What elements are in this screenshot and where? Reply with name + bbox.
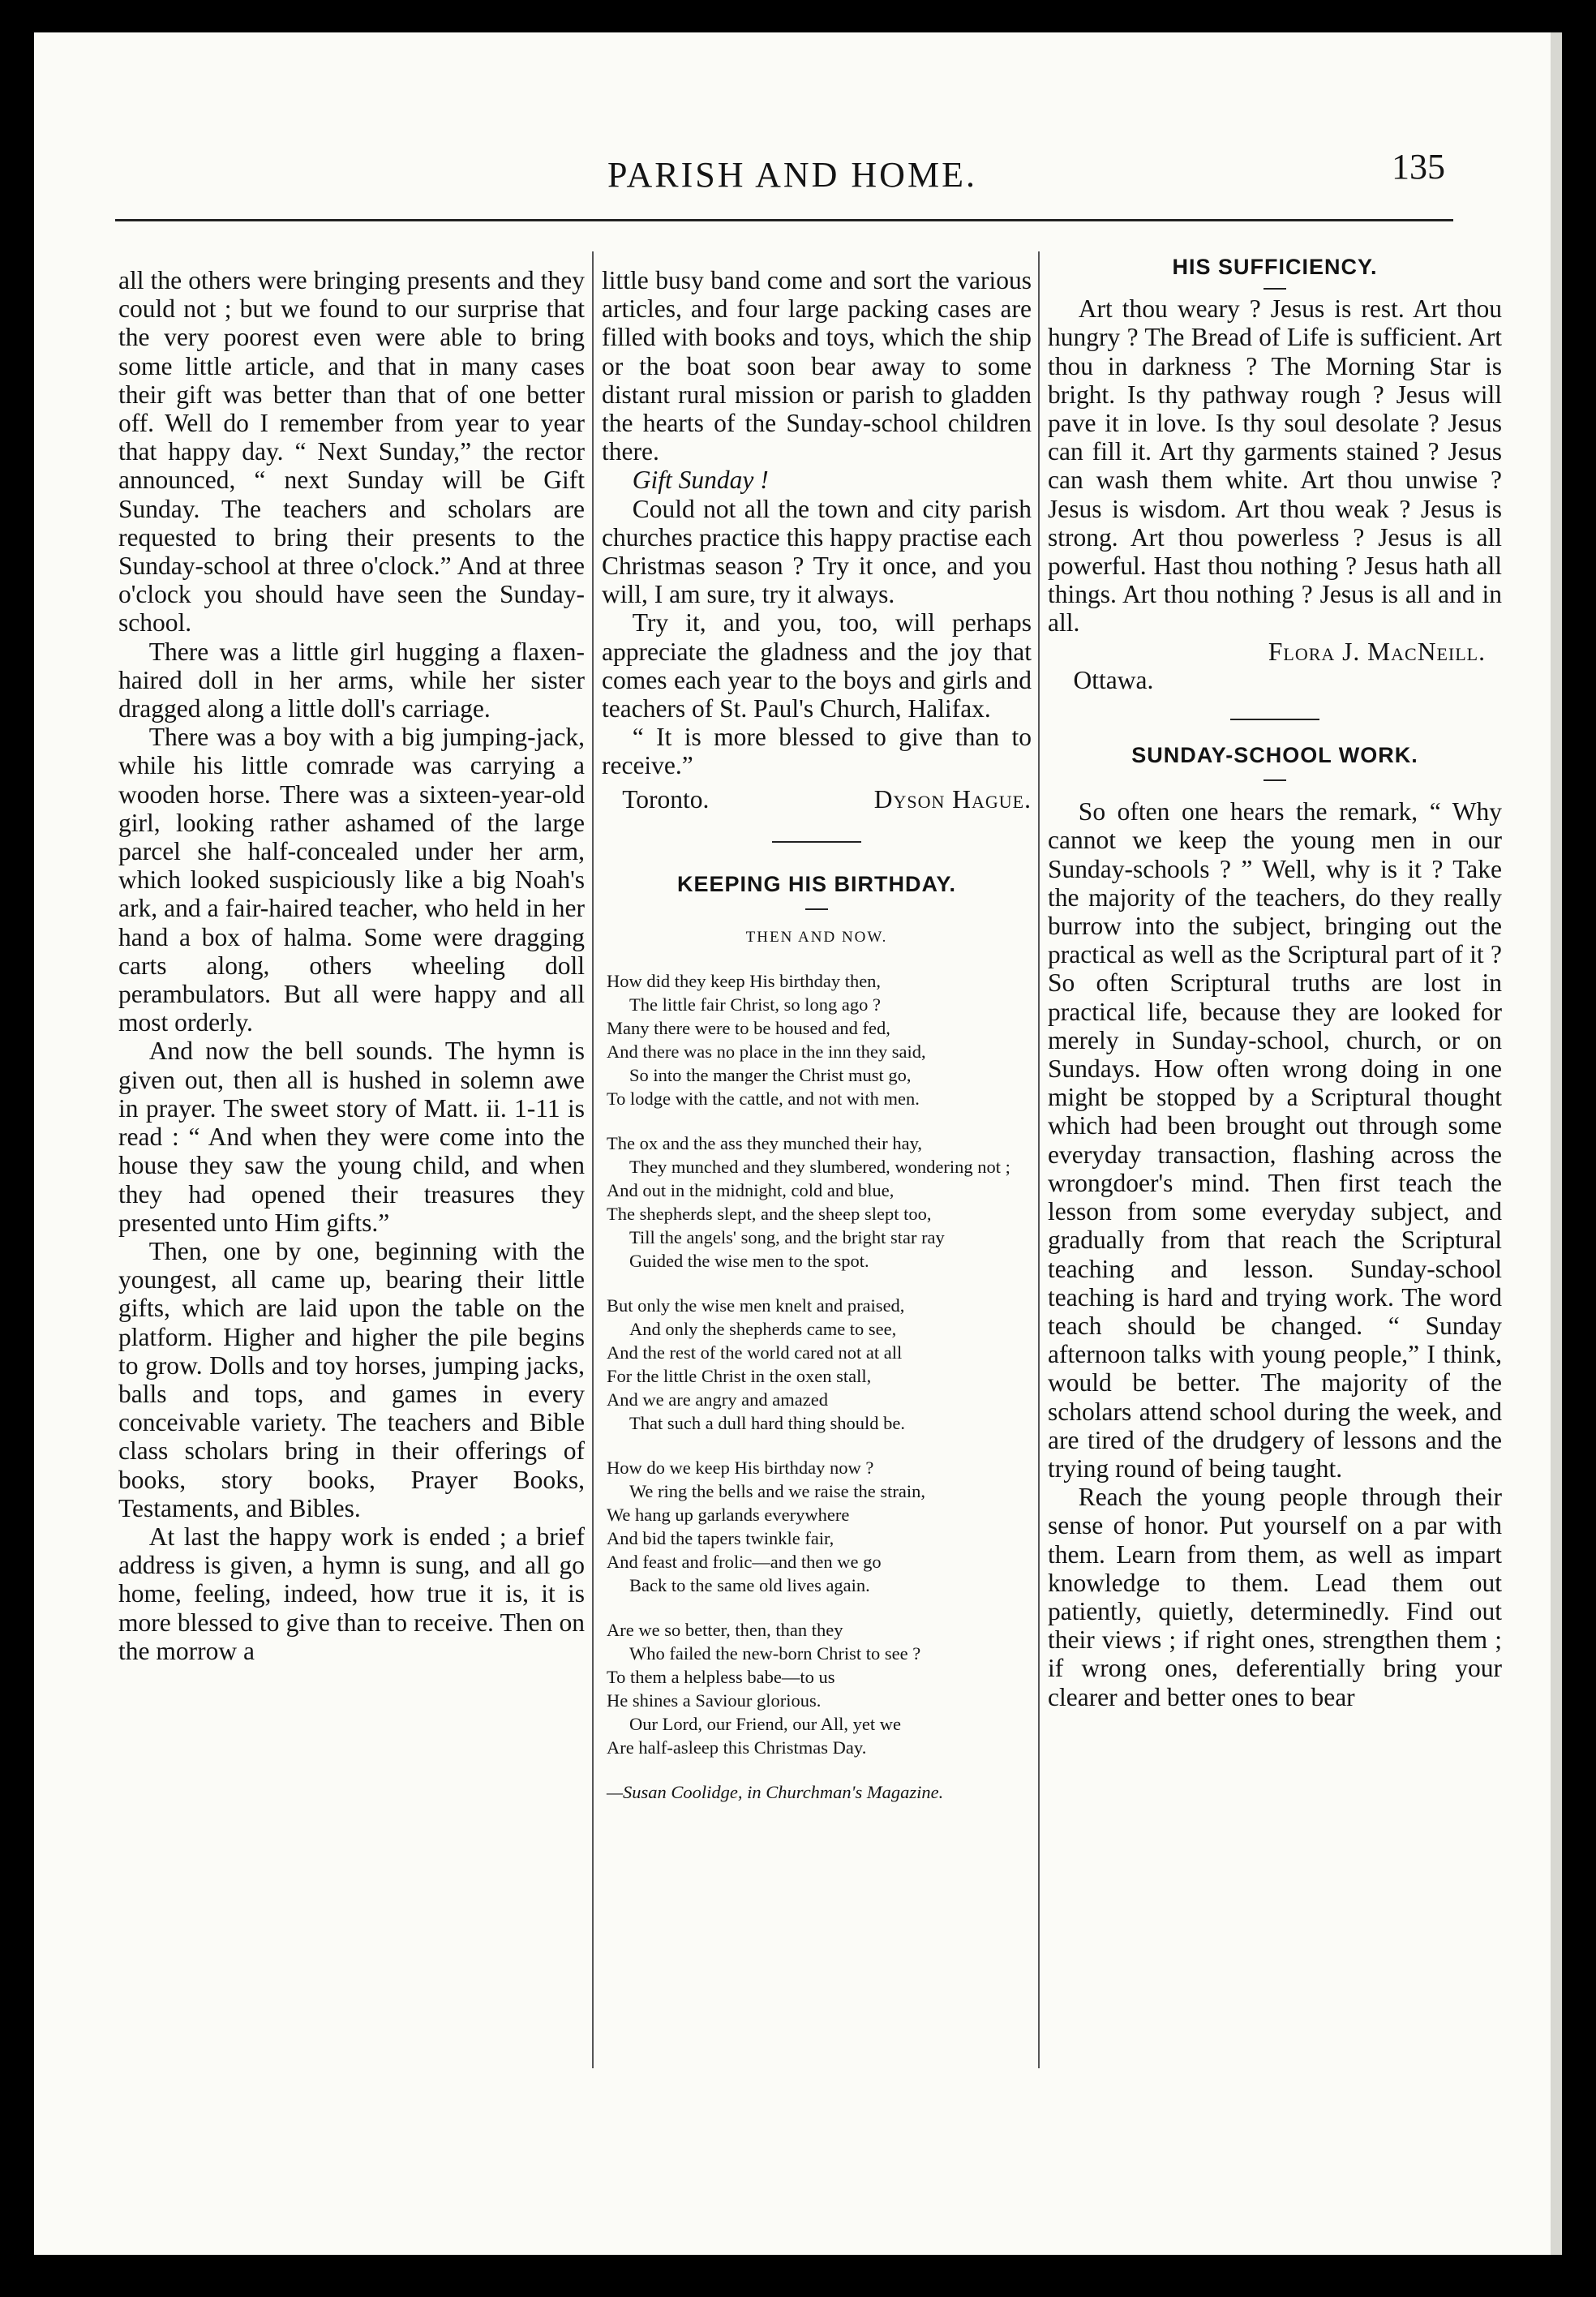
section-separator [1230, 719, 1319, 720]
paragraph: So often one hears the remark, “ Why cannot we keep the young men in our Sunday-schools ? ” Well, why is it ? Take the majority of the teachers, do they really burrow into the subject, bringing out the practical as well as the Scriptural part of it ? So often Scriptural truths are lost in practical life, because they are looked for merely in Sunday-school, church, or on Sundays. How often wrong doing in one might be stopped by a Scriptural thought which had been brought out through some everyday transaction, flashing across the wrongdoer's mind. Then first teach the lesson from some everyday subject, and gradually from that reach the Scriptural teaching and lesson. Sunday-school teaching is hard and trying work. The word teach should be changed. “ Sunday afternoon talks with young people,” I think, would be better. The majority of the scholars attend school during the week, and are tired of the drudgery of lessons and the trying round of being taught. [1048, 797, 1502, 1483]
poem-line: So into the manger the Christ must go, [629, 1065, 912, 1086]
poem-line: Our Lord, our Friend, our All, yet we [629, 1714, 901, 1735]
paragraph: There was a little girl hugging a flaxen-haired doll in her arms, while her sister dragged along a little doll's carriage. [118, 637, 585, 723]
poem-line: Many there were to be housed and fed, [607, 1018, 890, 1039]
poem-line: And feast and frolic—and then we go [607, 1552, 882, 1573]
paragraph: Try it, and you, too, will perhaps appreciate the gladness and the joy that comes each year to the boys and girls and teachers of St. Paul's Church, Halifax. [602, 608, 1032, 723]
title-dash [805, 908, 828, 910]
paragraph: Could not all the town and city parish churches practice this happy practise each Christmas season ? Try it once, and you will, I am sure, try it always. [602, 494, 1032, 609]
poem-line: The little fair Christ, so long ago ? [629, 994, 881, 1015]
signature [602, 785, 1032, 814]
section-title: SUNDAY-SCHOOL WORK. [1131, 743, 1418, 768]
poem-line: To lodge with the cattle, and not with men. [607, 1088, 920, 1110]
paragraph: Then, one by one, beginning with the youngest, all came up, bearing their little gifts, which are laid upon the table on the platform. Higher and higher the pile begins to grow. Dolls and toy horses, jumping jacks, balls and tops, and games in every conceivable variety. The teachers and Bible class scholars bring in their offerings of books, story books, Prayer Books, Testaments, and Bibles. [118, 1236, 585, 1522]
poem-line: He shines a Saviour glorious. [607, 1690, 822, 1711]
page-title: PARISH AND HOME. [607, 155, 977, 195]
signature-place: Toronto. [622, 784, 710, 814]
poem-line: And there was no place in the inn they said, [607, 1041, 926, 1063]
poem-line: How do we keep His birthday now ? [607, 1458, 874, 1479]
poem-line: For the little Christ in the oxen stall, [607, 1366, 872, 1387]
column-1 [118, 266, 585, 1665]
poem-stanza [607, 1456, 1032, 1597]
poem-stanza [607, 1131, 1032, 1273]
author-name: Flora J. MacNeill. [1268, 637, 1486, 666]
header-rule [115, 219, 1453, 221]
page-edge [1551, 32, 1562, 2255]
poem-subtitle: THEN AND NOW. [745, 929, 888, 947]
poem-line: And we are angry and amazed [607, 1389, 828, 1410]
poem-stanza [607, 969, 1032, 1110]
poem-stanza [607, 1618, 1032, 1759]
column-divider [592, 251, 594, 2068]
poem-line: And out in the midnight, cold and blue, [607, 1180, 895, 1201]
title-dash [1264, 779, 1286, 781]
column-3 [1048, 255, 1502, 1711]
poem-line: Who failed the new-born Christ to see ? [629, 1643, 921, 1664]
paragraph: Gift Sunday ! [632, 466, 769, 495]
poem-line: Guided the wise men to the spot. [629, 1251, 869, 1272]
poem-line: The shepherds slept, and the sheep slept too, [607, 1204, 932, 1225]
paragraph: And now the bell sounds. The hymn is given out, then all is hushed in solemn awe in prayer. The sweet story of Matt. ii. 1-11 is read : “ And when they were come into the house they saw the young child, and when they had opened their treasures they presented unto Him gifts.” [118, 1037, 585, 1237]
paragraph: little busy band come and sort the various articles, and four large packing cases are filled with books and toys, which the ship or the boat soon bear away to some distant rural mission or parish to gladden the hearts of the Sunday-school children there. [602, 266, 1032, 466]
poem-line: Are half-asleep this Christmas Day. [607, 1737, 867, 1758]
paragraph: “ It is more blessed to give than to receive.” [602, 723, 1032, 780]
poem-stanza [607, 1294, 1032, 1435]
section-title: HIS SUFFICIENCY. [1172, 255, 1378, 279]
column-divider [1038, 251, 1040, 2068]
paragraph: Reach the young people through their sense of honor. Put yourself on a par with them. Learn from them, as well as impart knowledge to them. Lead them out patiently, quietly, determinedly. Find out their views ; if right ones, strengthen them ; if wrong ones, deferentially bring your clearer and better ones to bear [1048, 1483, 1502, 1711]
page-number: 135 [1392, 147, 1445, 187]
poem-line: But only the wise men knelt and praised, [607, 1295, 905, 1316]
paragraph: all the others were bringing presents and they could not ; but we found to our surprise that the very poorest even were able to bring some little article, and that in many cases their gift was better than that of one better off. Well do I remember from year to year that happy day. “ Next Sunday,” the rector announced, “ next Sunday will be Gift Sunday. The teachers and scholars are requested to bring their presents to the Sunday-school at three o'clock.” And at three o'clock you should have seen the Sunday-school. [118, 266, 585, 638]
poem-line: To them a helpless babe—to us [607, 1667, 835, 1688]
poem-line: And only the shepherds came to see, [629, 1319, 897, 1340]
section-separator [772, 841, 861, 843]
column-2 [602, 266, 1032, 1804]
poem-line: Till the angels' song, and the bright star ray [629, 1227, 945, 1248]
poem-line: They munched and they slumbered, wondering not ; [629, 1157, 1010, 1178]
title-dash [1264, 288, 1286, 290]
signature-name: Dyson Hague. [873, 784, 1032, 814]
poem-line: Are we so better, then, than they [607, 1620, 843, 1641]
poem-line: That such a dull hard thing should be. [629, 1413, 905, 1434]
poem-line: And bid the tapers twinkle fair, [607, 1528, 834, 1549]
poem-title: KEEPING HIS BIRTHDAY. [676, 871, 957, 896]
poem-line: And the rest of the world cared not at all [607, 1342, 903, 1363]
magazine-page [34, 32, 1551, 2255]
paragraph: There was a boy with a big jumping-jack, while his little comrade was carrying a wooden horse. There was a sixteen-year-old girl, looking rather ashamed of the large parcel she half-concealed under her arm, which looked suspiciously like a big Noah's ark, and a fair-haired teacher, who held in her hand a box of halma. Some were dragging carts along, others wheeling doll perambulators. But all were happy and all most orderly. [118, 723, 585, 1037]
poem-line: How did they keep His birthday then, [607, 971, 882, 992]
poem [602, 969, 1032, 1759]
poem-line: The ox and the ass they munched their hay, [607, 1133, 923, 1154]
poem-line: We hang up garlands everywhere [607, 1505, 850, 1526]
author-place: Ottawa. [1073, 665, 1154, 694]
poem-line: Back to the same old lives again. [629, 1575, 870, 1596]
poem-line: We ring the bells and we raise the strain, [629, 1481, 925, 1502]
paragraph: Art thou weary ? Jesus is rest. Art thou hungry ? The Bread of Life is sufficient. Art thou in darkness ? The Morning Star is bright. Is thy pathway rough ? Jesus will pave it in love. Is thy soul desolate ? Jesus can fill it. Art thy garments stained ? Jesus can wash them white. Art thou unwise ? Jesus is wisdom. Art thou weak ? Jesus is strong. Art thou powerless ? Jesus is all powerful. Hast thou nothing ? Jesus hath all things. Art thou nothing ? Jesus is all and in all. [1048, 294, 1502, 638]
paragraph: At last the happy work is ended ; a brief address is given, a hymn is sung, and all go home, feeling, indeed, how true it is, it is more blessed to give than to receive. Then on the morrow a [118, 1522, 585, 1665]
poem-attribution: —Susan Coolidge, in Churchman's Magazine. [607, 1782, 944, 1803]
